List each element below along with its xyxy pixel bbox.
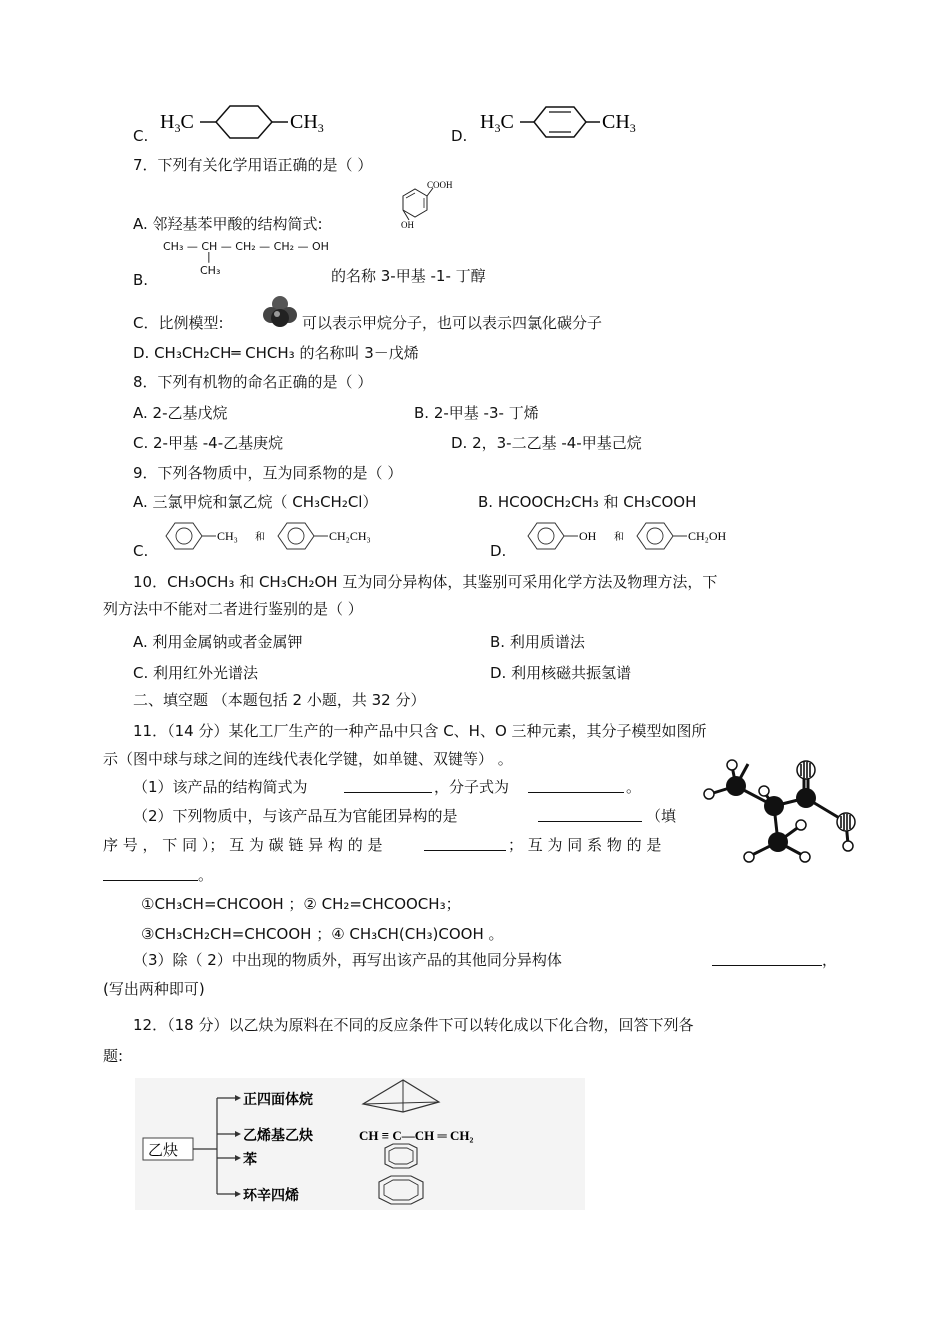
q10-stem-line2: 列方法中不能对二者进行鉴别的是（ ） — [103, 600, 363, 618]
q7-c-space-filling-model-image — [260, 294, 302, 330]
q11-part3-text-a: （3）除（ 2）中出现的物质外，再写出该产品的其他同分异构体 — [133, 951, 562, 969]
q12-branch-vinylacetylene: 乙烯基乙炔 — [243, 1129, 313, 1144]
q7-a-hydroxybenzoic-acid-structure — [383, 176, 463, 232]
q11-part3-text-b: (写出两种即可) — [103, 980, 205, 998]
q12-branch-benzene: 苯 — [243, 1153, 257, 1168]
q11-part2-text-b: （填 — [646, 807, 677, 825]
svg-text:和: 和 — [255, 532, 265, 543]
q12-branch-tetrahedrane: 正四面体烷 — [243, 1093, 313, 1108]
q9-stem: 9．下列各物质中，互为同系物的是（ ） — [133, 464, 403, 482]
q11-formula-blank[interactable] — [528, 778, 624, 793]
q11-stem-line1: 11．（14 分）某化工厂生产的一种产品中只含 C、H、O 三种元素，其分子模型如图所 — [133, 722, 707, 740]
svg-text:CH₂OH: CH₂OH — [688, 529, 727, 543]
svg-text:CH₂CH₃: CH₂CH₃ — [329, 529, 371, 543]
q11-homolog-blank[interactable] — [103, 866, 198, 881]
q8-option-a: A. 2-乙基戊烷 — [133, 404, 228, 422]
q11-option-1-2: ①CH₃CH=CHCOOH ；② CH₂=CHCOOCH₃； — [141, 895, 461, 913]
q12-vinylacetylene-formula: CH ≡ C—CH ═ CH₂ — [359, 1128, 474, 1143]
q7-option-d: D. CH₃CH₂CH═ CHCH₃ 的名称叫 3－戊烯 — [133, 344, 419, 362]
q7-b-branch-bond: | — [207, 250, 211, 263]
q11-other-isomers-blank[interactable] — [712, 951, 822, 966]
section2-title: 二、填空题 （本题包括 2 小题，共 32 分） — [133, 691, 426, 709]
q7-option-b-label: B. — [133, 271, 149, 289]
q8-option-c: C. 2-甲基 -4-乙基庚烷 — [133, 434, 284, 452]
q10-option-c: C. 利用红外光谱法 — [133, 664, 259, 682]
q10-option-b: B. 利用质谱法 — [490, 633, 585, 651]
q9-c-toluene-ethylbenzene-structures — [162, 518, 392, 554]
q11-stem-line2: 示（图中球与球之间的连线代表化学键，如单键、双键等） 。 — [103, 750, 513, 768]
q12-root-label: 乙炔 — [148, 1143, 179, 1159]
svg-text:H3C: $H_3C$ — [160, 111, 194, 135]
q9-option-d-label: D. — [490, 542, 507, 560]
q7-option-c-post: 可以表示甲烷分子，也可以表示四氯化碳分子 — [302, 314, 603, 332]
svg-text:COOH: COOH — [427, 180, 453, 190]
q11-molecular-model-image — [700, 756, 870, 866]
q12-stem-line1: 12．（18 分）以乙炔为原料在不同的反应条件下可以转化成以下化合物，回答下列各 — [133, 1016, 694, 1034]
svg-text:H3C: $H_3C$ — [480, 111, 514, 135]
q9-d-phenol-benzyl-alcohol-structures — [524, 518, 754, 554]
q11-option-3-4: ③CH₃CH₂CH=CHCOOH ；④ CH₃CH(CH₃)COOH 。 — [141, 925, 504, 943]
q10-option-d: D. 利用核磁共振氢谱 — [490, 664, 632, 682]
q8-option-d: D. 2，3-二乙基 -4-甲基己烷 — [451, 434, 642, 452]
q11-part2-line2-a: 序 号 ， 下 同 ）； 互 为 碳 链 异 构 的 是 — [103, 836, 383, 854]
svg-text:OH: OH — [401, 220, 414, 230]
q11-functional-isomer-blank[interactable] — [538, 807, 642, 822]
q7-b-formula-main: CH₃ — CH — CH₂ — CH₂ — OH — [163, 240, 329, 253]
q11-part2-text-a: （2）下列物质中，与该产品互为官能团异构的是 — [133, 807, 458, 825]
q12-stem-line2: 题: — [103, 1047, 124, 1065]
q6-c-cyclohexane-structure — [160, 98, 340, 142]
q9-option-a: A. 三氯甲烷和氯乙烷（ CH₃CH₂Cl） — [133, 493, 378, 511]
q11-part2-line2-b: ； 互 为 同 系 物 的 是 — [508, 836, 662, 854]
q11-chain-isomer-blank[interactable] — [424, 836, 506, 851]
svg-text:CH3: $CH_3$ — [290, 111, 324, 135]
q7-option-a: A. 邻羟基苯甲酸的结构简式: — [133, 215, 323, 233]
q8-option-b: B. 2-甲基 -3- 丁烯 — [414, 404, 539, 422]
q11-part1-text-a: （1）该产品的结构简式为 — [133, 778, 308, 796]
q8-stem: 8．下列有机物的命名正确的是（ ） — [133, 373, 373, 391]
svg-text:CH3: $CH_3$ — [602, 111, 636, 135]
q7-option-c-pre: C．比例模型: — [133, 314, 224, 332]
svg-text:和: 和 — [614, 532, 624, 543]
q11-structure-blank[interactable] — [344, 778, 432, 793]
q10-stem-line1: 10．CH₃OCH₃ 和 CH₃CH₂OH 互为同分异构体，其鉴别可采用化学方法及物理方法，下 — [133, 573, 718, 591]
q9-option-b: B. HCOOCH₂CH₃ 和 CH₃COOH — [478, 493, 697, 511]
q7-b-formula-branch: CH₃ — [200, 264, 221, 277]
q12-acetylene-conversion-diagram — [135, 1078, 585, 1210]
svg-text:CH₃: CH₃ — [217, 529, 238, 543]
q6-option-d-label: D. — [451, 127, 468, 145]
q6-d-benzene-structure — [480, 98, 660, 142]
q7-option-b-text: 的名称 3-甲基 -1- 丁醇 — [331, 267, 486, 285]
q12-branch-cyclooctatetraene: 环辛四烯 — [243, 1189, 299, 1204]
q7-stem: 7．下列有关化学用语正确的是（ ） — [133, 156, 373, 174]
q6-option-c-label: C. — [133, 127, 149, 145]
q9-option-c-label: C. — [133, 542, 149, 560]
q11-part1-text-c: 。 — [626, 778, 642, 796]
q11-part1-text-b: ，分子式为 — [434, 778, 510, 796]
q11-part2-line3: 。 — [198, 866, 214, 884]
q11-part3-comma: ， — [822, 951, 838, 969]
q10-option-a: A. 利用金属钠或者金属钾 — [133, 633, 303, 651]
svg-text:OH: OH — [579, 529, 597, 543]
